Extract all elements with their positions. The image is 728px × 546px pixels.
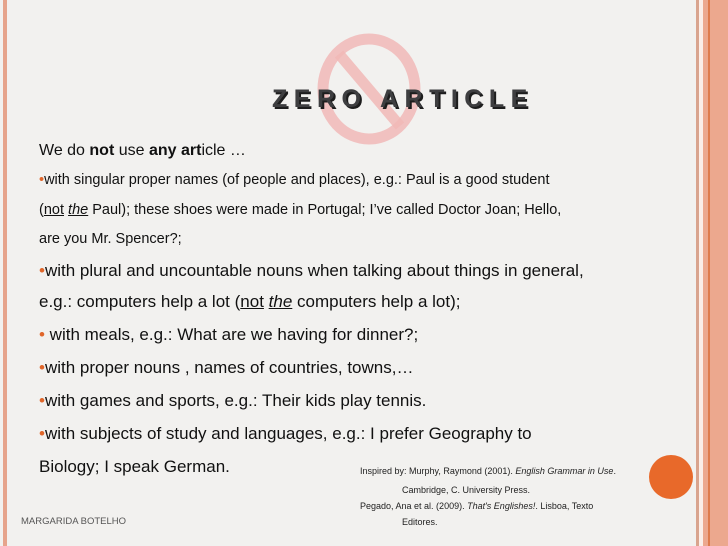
intro-line: We do not use any article … — [39, 142, 246, 159]
slide-title: ZERO ARTICLE — [272, 85, 534, 113]
list-item: •with proper nouns , names of countries, towns,… — [39, 358, 414, 377]
left-border — [3, 0, 7, 546]
reference: Cambridge, C. University Press. — [402, 485, 531, 495]
reference: Inspired by: Murphy, Raymond (2001). English Grammar in Use. — [360, 466, 616, 476]
list-item-cont: e.g.: computers help a lot (not the computers help a lot); — [39, 292, 461, 311]
decorative-circle — [649, 455, 693, 499]
right-stripe — [703, 0, 728, 546]
list-item: •with plural and uncountable nouns when talking about things in general, — [39, 261, 584, 280]
list-item-cont: Biology; I speak German. — [39, 457, 230, 476]
author-footer: MARGARIDA BOTELHO — [21, 516, 127, 527]
list-item-cont: (not the Paul); these shoes were made in Portugal; I’ve called Doctor Joan; Hello, — [39, 202, 562, 218]
reference: Pegado, Ana et al. (2009). That's Englishes!. Lisboa, Texto — [360, 501, 594, 511]
list-item: •with games and sports, e.g.: Their kids play tennis. — [39, 391, 427, 410]
list-item: •with singular proper names (of people and places), e.g.: Paul is a good student — [39, 172, 550, 188]
right-stripe — [708, 0, 710, 546]
list-item: • with meals, e.g.: What are we having for dinner?; — [39, 325, 419, 344]
list-item: •with subjects of study and languages, e.g.: I prefer Geography to — [39, 424, 532, 443]
list-item-cont: are you Mr. Spencer?; — [39, 231, 182, 247]
reference: Editores. — [402, 517, 438, 527]
